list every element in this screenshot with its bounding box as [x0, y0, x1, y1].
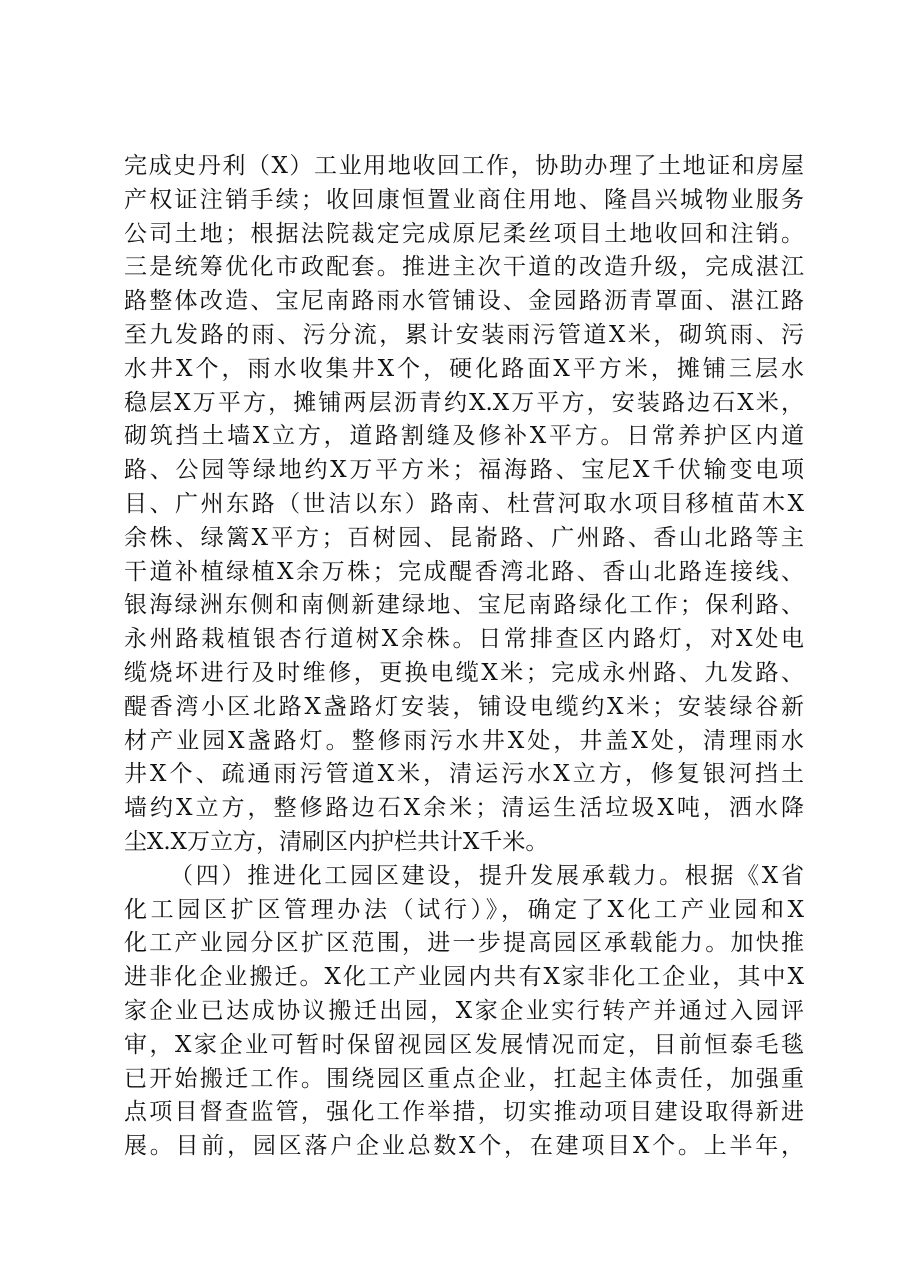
text-line: 醍香湾小区北路X盏路灯安装，铺设电缆约X米；安装绿谷新 — [124, 693, 804, 720]
body-text — [124, 150, 804, 1164]
text-line: 井X个、疏通雨污管道X米，清运污水X立方，修复银河挡土 — [124, 761, 804, 788]
text-line: 尘X.X万立方，清刷区内护栏共计X千米。 — [124, 828, 549, 855]
text-line: 路整体改造、宝尼南路雨水管铺设、金园路沥青罩面、湛江路 — [124, 288, 804, 315]
text-line: 公司土地；根据法院裁定完成原尼柔丝项目土地收回和注销。 — [124, 220, 804, 247]
text-line: 干道补植绿植X余万株；完成醍香湾北路、香山北路连接线、 — [124, 558, 804, 585]
text-line: 进非化企业搬迁。X化工产业园内共有X家非化工企业，其中X — [124, 964, 804, 991]
text-line: 永州路栽植银杏行道树X余株。日常排查区内路灯，对X处电 — [124, 626, 804, 653]
text-line: 墙约X立方，整修路边石X余米；清运生活垃圾X吨，洒水降 — [124, 795, 804, 822]
text-line: 稳层X万平方，摊铺两层沥青约X.X万平方，安装路边石X米， — [124, 389, 804, 416]
text-line: 银海绿洲东侧和南侧新建绿地、宝尼南路绿化工作；保利路、 — [124, 592, 804, 619]
text-line: 材产业园X盏路灯。整修雨污水井X处，井盖X处，清理雨水 — [124, 727, 804, 754]
text-line: 砌筑挡土墙X立方，道路割缝及修补X平方。日常养护区内道 — [124, 423, 804, 450]
text-line: 完成史丹利（X）工业用地收回工作，协助办理了土地证和房屋 — [124, 153, 804, 179]
text-line: 审，X家企业可暂时保留视园区发展情况而定，目前恒泰毛毯 — [124, 1031, 804, 1058]
section-heading-line: （四）推进化工园区建设，提升发展承载力。根据《X省 — [170, 862, 804, 889]
text-line: 三是统筹优化市政配套。推进主次干道的改造升级，完成湛江 — [124, 254, 804, 281]
text-line: 余株、绿篱X平方；百树园、昆嵛路、广州路、香山北路等主 — [124, 524, 804, 551]
text-line: 缆烧坏进行及时维修，更换电缆X米；完成永州路、九发路、 — [124, 659, 804, 686]
text-line: 产权证注销手续；收回康恒置业商住用地、隆昌兴城物业服务 — [124, 186, 804, 213]
text-line: 化工产业园分区扩区范围，进一步提高园区承载能力。加快推 — [124, 930, 804, 957]
text-line: 水井X个，雨水收集井X个，硬化路面X平方米，摊铺三层水 — [124, 355, 804, 382]
text-line: 已开始搬迁工作。围绕园区重点企业，扛起主体责任，加强重 — [124, 1065, 804, 1092]
text-line: 路、公园等绿地约X万平方米；福海路、宝尼X千伏输变电项 — [124, 457, 804, 484]
text-line: 展。目前，园区落户企业总数X个，在建项目X个。上半年， — [124, 1133, 804, 1160]
text-line: 化工园区扩区管理办法（试行）》，确定了X化工产业园和X — [124, 896, 804, 923]
text-line: 目、广州东路（世洁以东）路南、杜营河取水项目移植苗木X — [124, 490, 804, 517]
text-line: 点项目督查监管，强化工作举措，切实推动项目建设取得新进 — [124, 1099, 804, 1126]
text-line: 家企业已达成协议搬迁出园，X家企业实行转产并通过入园评 — [124, 997, 804, 1024]
text-line: 至九发路的雨、污分流，累计安装雨污管道X米，砌筑雨、污 — [124, 321, 804, 348]
